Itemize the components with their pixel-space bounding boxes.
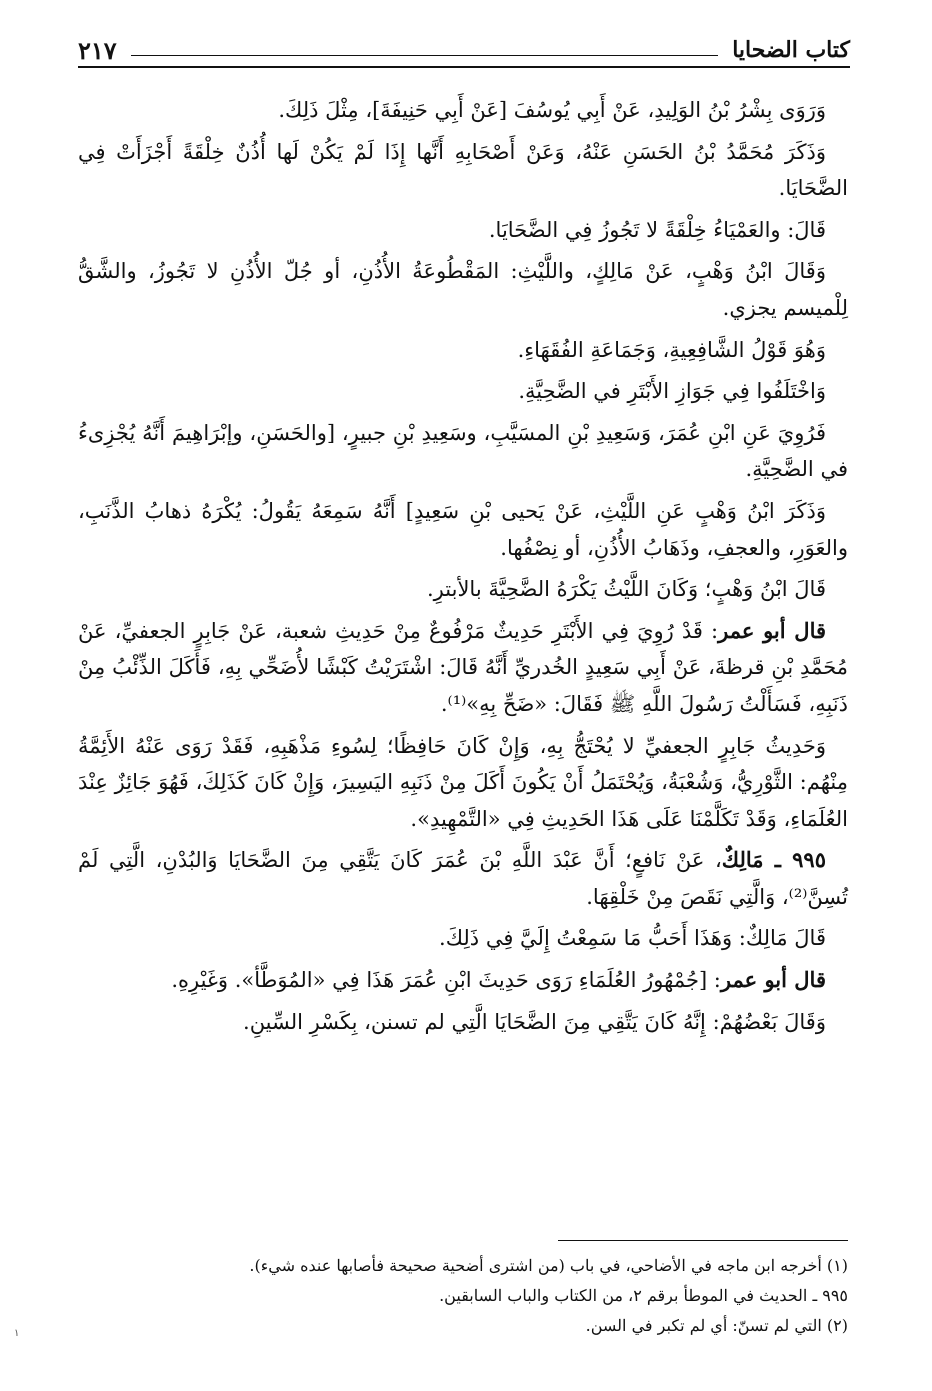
paragraph [78, 1004, 848, 1041]
footnote: ٩٩٥ ـ الحديث في الموطأ برقم ٢، من الكتاب والباب السابقين. [439, 1286, 848, 1305]
paragraph-lead: قال أبو عمر [720, 967, 826, 993]
paragraph-text: وَاخْتَلَفُوا فِي جَوَازِ الأَبْتَرِ في الضَّحِيَّةِ. [518, 379, 826, 404]
running-header [78, 26, 850, 68]
paragraph-text: وَذَكَرَ ابْنُ وَهْبٍ عَنِ اللَّيْثِ، عَنْ يَحيى بْنِ سَعِيدٍ] أَنَّهُ سَمِعَهُ يَقُولُ: يُكْرَهُ ذهابُ الذَّنَبِ، والعَوَرِ، والعجفِ، وذَهَابُ الأُذُنِ، أو نِصْفُها. [78, 498, 848, 560]
paragraph-text: قَالَ مَالِكٌ: وَهَذَا أَحَبُّ مَا سَمِعْتُ إِلَيَّ فِي ذَلِكَ. [439, 926, 826, 951]
paragraph-text: ، عَنْ نَافعٍ؛ أَنَّ عَبْدَ اللَّهِ بْنَ عُمَرَ كَانَ يَتَّقِي مِنَ الضَّحَايَا وَالبُدْنِ، الَّتِي لَمْ تُسِنَّ⁽²⁾، وَالَّتِي نَقَصَ مِنْ خَلْقِهَا. [78, 848, 848, 909]
paragraph [78, 332, 848, 369]
edge-mark: ١ [14, 1328, 20, 1339]
paragraph [78, 962, 848, 999]
paragraph-text: قَالَ ابْنُ وَهْبٍ؛ وَكَانَ اللَّيْثُ يَكْرَهُ الضَّحِيَّةَ بالأبترِ. [427, 577, 826, 602]
paragraph-text: وَذَكَرَ مُحَمَّدُ بْنُ الحَسَنِ عَنْهُ، وَعَنْ أَصْحَابِهِ أَنَّها إِذَا لَمْ يَكُنْ لَها أُذُنٌ خِلْقَةً أَجْزَأَتْ فِي الضَّحَايَا. [78, 139, 848, 201]
main-text [78, 92, 848, 1045]
paragraph-text: وَرَوَى بِشْرُ بْنُ الوَلِيدِ، عَنْ أَبِي يُوسُفَ [عَنْ أَبِي حَنِيفَةَ]، مِثْلَ ذَلِكَ. [278, 98, 826, 122]
paragraph-text: وَقَالَ بَعْضُهُمْ: إِنَّهُ كَانَ يَتَّقِي مِنَ الضَّحَايَا الَّتِي لم تسنن، بِكَسْرِ السِّينِ. [243, 1009, 826, 1034]
paragraph-text: وَهُوَ قَوْلُ الشَّافِعِيةِ، وَجَمَاعَةِ الفُقَهَاءِ. [517, 337, 826, 362]
paragraph [78, 253, 848, 326]
paragraph [78, 613, 848, 723]
paragraph [78, 920, 848, 957]
paragraph [78, 415, 848, 488]
header-rule [131, 55, 719, 56]
paragraph-text: : قَدْ رُوِيَ فِي الأَبْتَرِ حَدِيثٌ مَرْفُوعٌ مِنْ حَدِيثِ شعبة، عَنْ جَابِرٍ الجعفيِّ، عَنْ مُحَمَّدِ بْنِ قرظةَ، عَنْ أَبِي سَعِيدٍ الخُدريِّ أَنَّهُ قَالَ: اشْتَرَيْتُ كَبْشًا لأُضَحِّي بِهِ، فَأَكَلَ الذِّئْبُ مِنْ ذَنَبِهِ، فَسَأَلْتُ رَسُولَ اللَّهِ ﷺ فَقَالَ: «ضَحِّ بِهِ»⁽¹⁾. [78, 618, 848, 716]
paragraph [78, 493, 848, 566]
paragraph [78, 373, 848, 410]
page-number: ٢١٧ [78, 36, 117, 65]
paragraph [78, 571, 848, 608]
paragraph [78, 728, 848, 838]
paragraph [78, 134, 848, 207]
footnote-separator [558, 1240, 848, 1241]
book-title: كتاب الضحايا [732, 37, 850, 63]
footnote: (٢) التي لم تسنّ: أي لم تكبر في السن. [585, 1316, 848, 1335]
paragraph-text: وَقَالَ ابْنُ وَهْبٍ، عَنْ مَالِكٍ، واللَّيْثِ: المَقْطُوعَةُ الأُذُنِ، أو جُلّ الأُذُنِ لا تَجُوزُ، والشَّقُّ لِلْميسم يجزي. [78, 259, 848, 320]
paragraph-text: فَرُوِيَ عَنِ ابْنِ عُمَرَ، وَسَعِيدِ بْنِ المسَيَّبِ، وسَعِيدِ بْنِ جبيرٍ، [والحَسَنِ، وإبْرَاهِيمَ أَنَّهُ يُجْزِىءُ في الضَّحِيَّةِ. [78, 420, 848, 482]
paragraph-text: قَالَ: والعَمْيَاءُ خِلْقَةً لا تَجُوزُ فِي الضَّحَايَا. [488, 217, 826, 242]
paragraph-lead: قال أبو عمر [718, 617, 827, 643]
paragraph [78, 212, 848, 249]
paragraph-text: وَحَدِيثُ جَابِرٍ الجعفيِّ لا يُحْتَجُّ بِهِ، وَإِنْ كَانَ حَافِظًا؛ لِسُوءِ مَذْهَبِهِ، فَقَدْ رَوَى عَنْهُ الأَئِمَّةُ مِنْهُم: الثَّوْرِيُّ، وَشُعْبَةُ، وَيُحْتَمَلُ أَنْ يَكُونَ أَكَلَ مِنْ ذَنَبِهِ اليَسِيرَ، وَإِنْ كَانَ كَذَلِكَ، فَهُوَ جَائِزٌ عِنْدَ العُلَمَاءِ، وَقَدْ تَكَلَّمْنَا عَلَى هَذَا الحَدِيثِ فِي «التَّمْهِيدِ». [78, 733, 848, 831]
paragraph [78, 842, 848, 915]
paragraph-text: : [جُمْهُورُ العُلَمَاءِ رَوَى حَدِيثَ ابْنِ عُمَرَ هَذَا فِي «المُوَطَّأ». وَغَيْرِهِ. [171, 968, 721, 993]
paragraph [78, 92, 848, 129]
paragraph-lead: ٩٩٥ ـ مَالِكٌ [721, 847, 826, 873]
footnotes [78, 1252, 848, 1342]
footnote: (١) أخرجه ابن ماجه في الأضاحي، في باب (من اشترى أضحية صحيحة فأصابها عنده شيء). [249, 1256, 848, 1275]
